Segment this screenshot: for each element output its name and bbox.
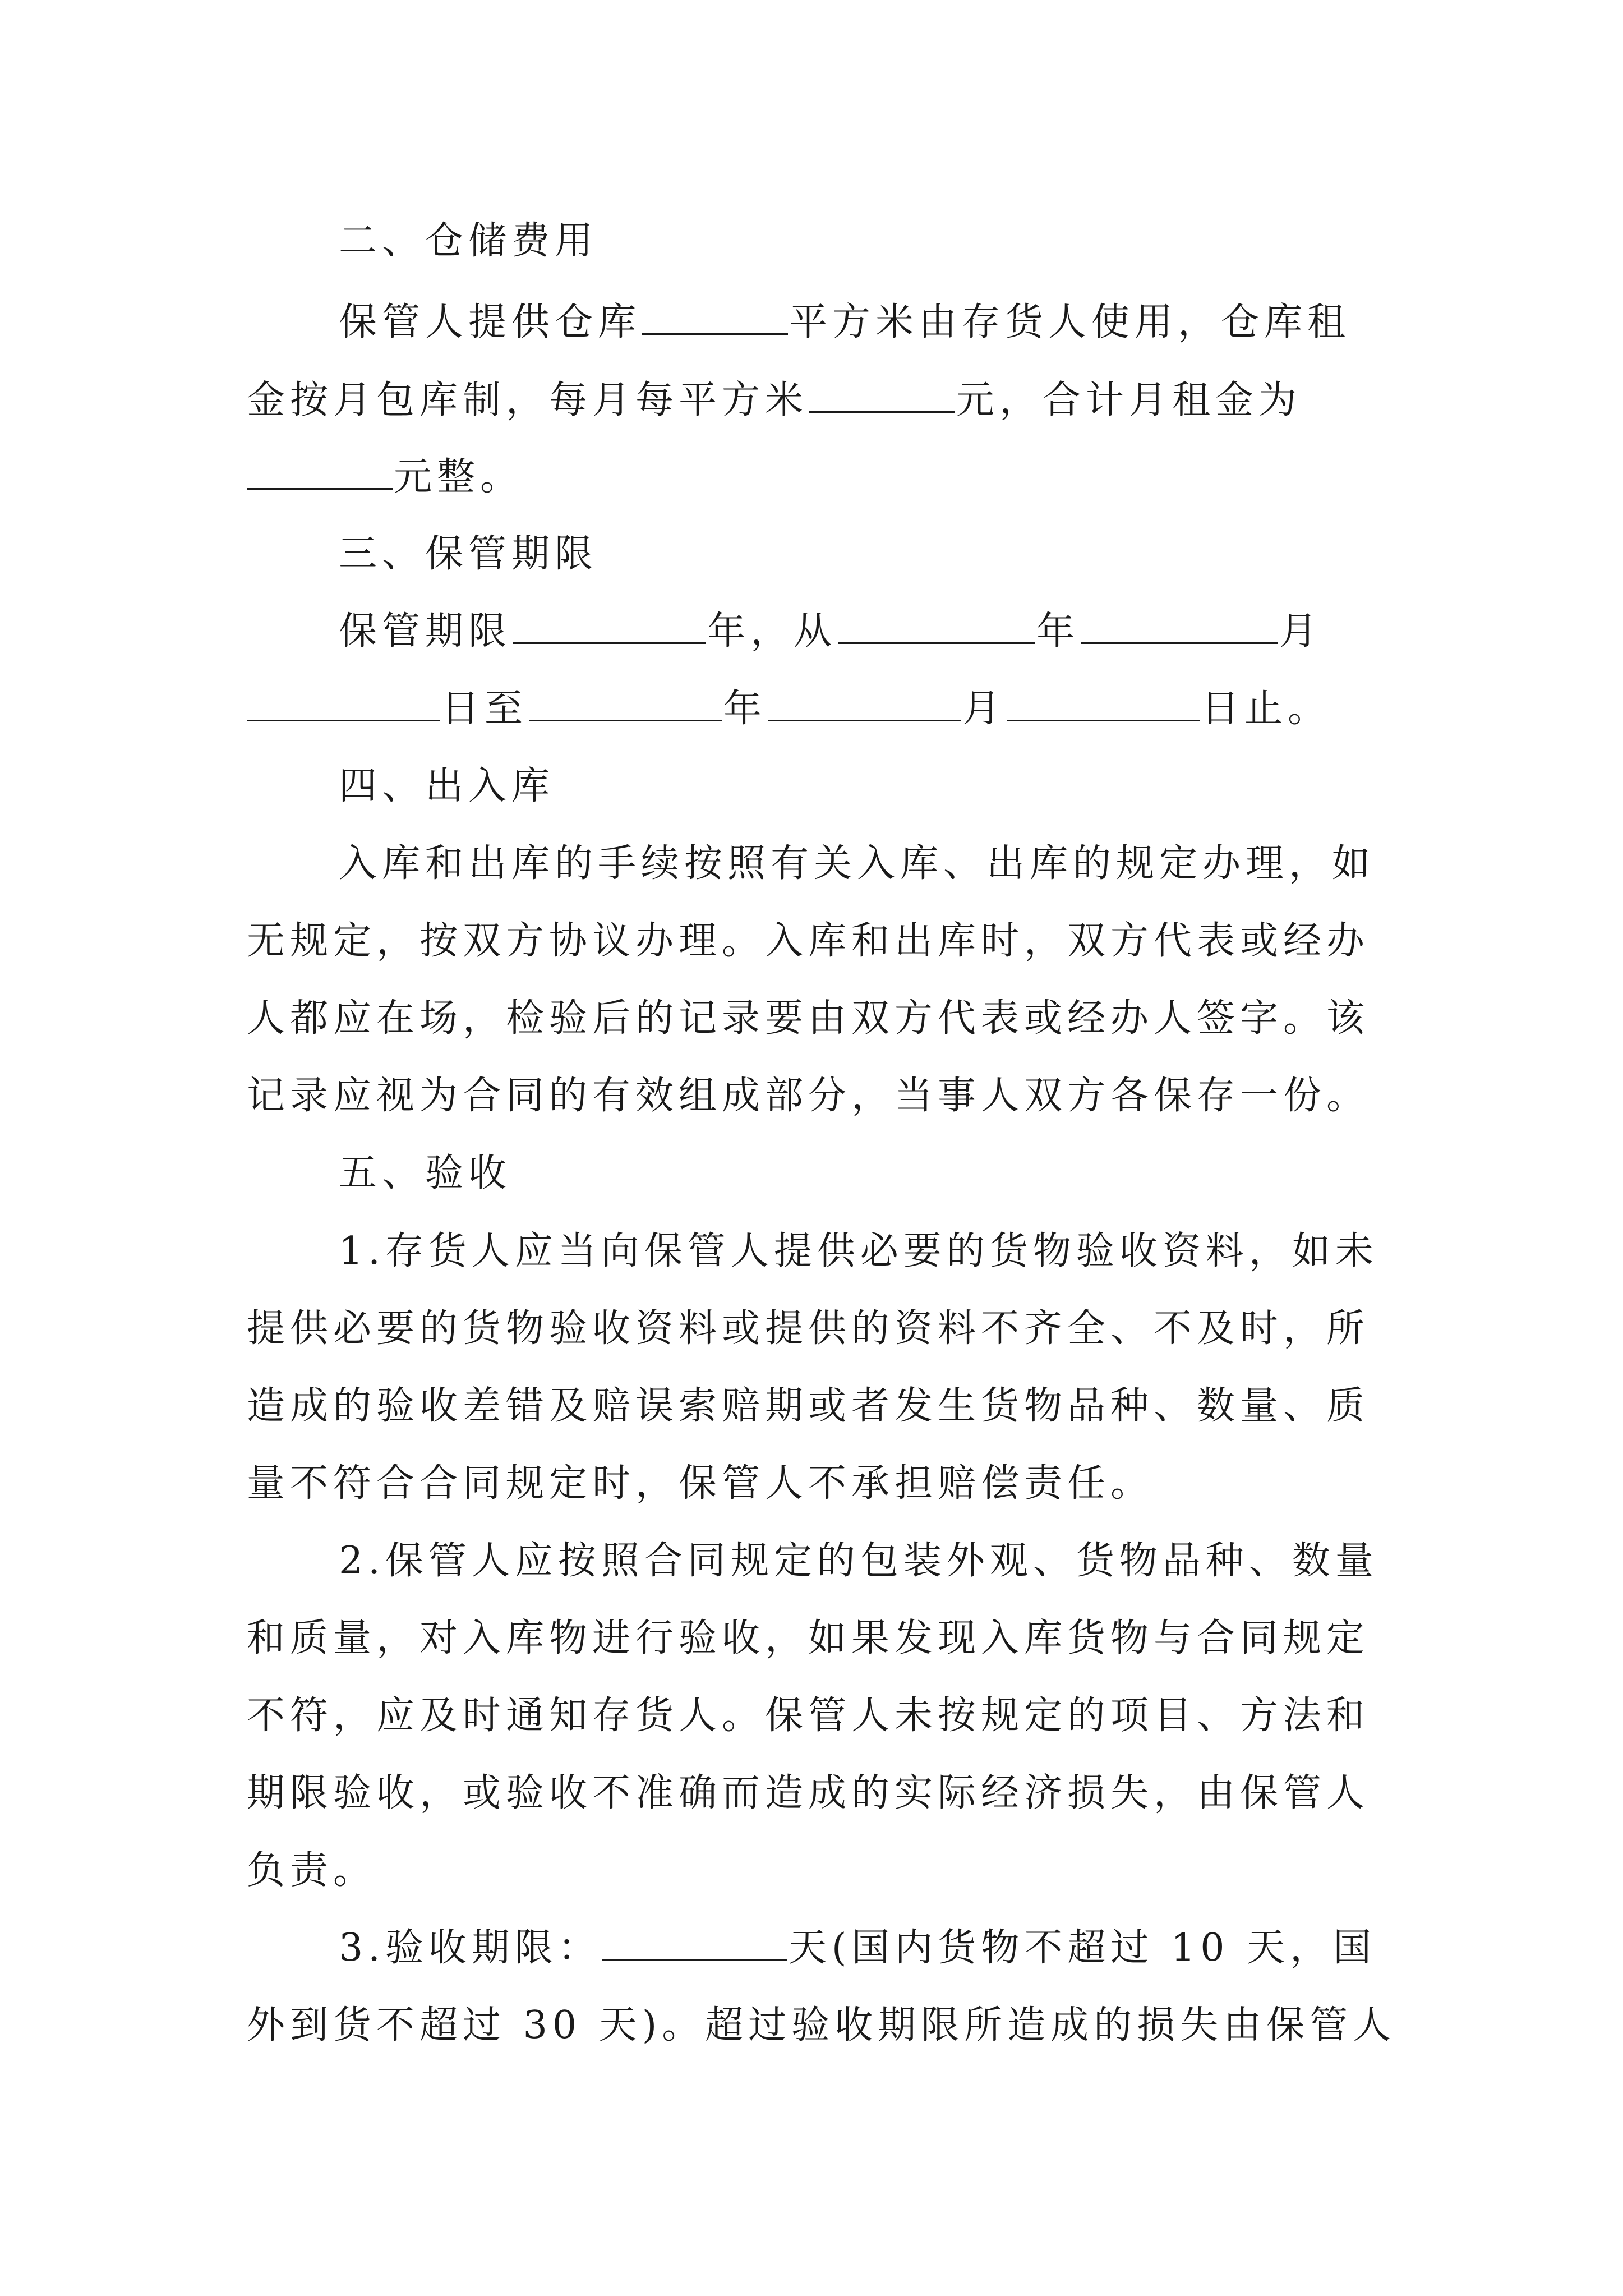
paragraph-line: 不符，应及时通知存货人。保管人未按规定的项目、方法和 [247, 1694, 1370, 1738]
section-heading-storage-fee: 二、仓储费用 [339, 219, 598, 263]
paragraph-line: 负责。 [247, 1848, 377, 1893]
text: 平方米由存货人使用，仓库租 [789, 300, 1351, 344]
blank-area-sqm[interactable] [642, 298, 788, 335]
blank-end-month[interactable] [768, 685, 961, 721]
paragraph-line: 无规定，按双方协议办理。入库和出库时，双方代表或经办 [247, 919, 1370, 963]
paragraph-line: 记录应视为合同的有效组成部分，当事人双方各保存一份。 [247, 1074, 1370, 1118]
paragraph-line: 2.保管人应按照合同规定的包装外观、货物品种、数量 [339, 1539, 1378, 1583]
text: 月 [962, 687, 1006, 731]
blank-acceptance-days[interactable] [602, 1924, 787, 1961]
blank-start-day[interactable] [247, 685, 440, 721]
text: 保管人提供仓库 [339, 300, 642, 344]
text: 日至 [441, 687, 528, 731]
paragraph-line: 外到货不超过 30 天)。超过验收期限所造成的损失由保管人 [247, 2003, 1396, 2047]
acceptance-period-line [339, 1921, 1376, 1975]
text: 金按月包库制，每月每平方米 [247, 378, 809, 422]
section-heading-in-out: 四、出入库 [339, 764, 555, 808]
paragraph-line: 人都应在场，检验后的记录要由双方代表或经办人签字。该 [247, 996, 1370, 1041]
text: 元，合计月租金为 [956, 378, 1302, 422]
section-heading-storage-term: 三、保管期限 [339, 532, 598, 576]
blank-price-per-sqm[interactable] [809, 376, 955, 413]
storage-term-line-1 [339, 605, 1322, 659]
paragraph-line: 提供必要的货物验收资料或提供的资料不齐全、不及时，所 [247, 1306, 1370, 1351]
paragraph-line: 入库和出库的手续按照有关入库、出库的规定办理，如 [339, 841, 1376, 886]
paragraph-line: 量不符合合同规定时，保管人不承担赔偿责任。 [247, 1461, 1154, 1506]
text: 天(国内货物不超过 10 天，国 [788, 1926, 1377, 1970]
blank-monthly-rent[interactable] [247, 453, 393, 490]
blank-start-year[interactable] [838, 608, 1035, 644]
text: 年 [723, 687, 767, 731]
paragraph-line: 1.存货人应当向保管人提供必要的货物验收资料，如未 [339, 1229, 1378, 1273]
text: 月 [1279, 609, 1323, 654]
blank-end-year[interactable] [529, 685, 722, 721]
text: 保管期限 [339, 609, 512, 654]
paragraph-line: 和质量，对入库物进行验收，如果发现入库货物与合同规定 [247, 1616, 1370, 1660]
blank-start-month[interactable] [1081, 608, 1278, 644]
blank-end-day[interactable] [1007, 685, 1200, 721]
text: 年 [1036, 609, 1080, 654]
text: 日止。 [1201, 687, 1331, 731]
text: 年，从 [707, 609, 837, 654]
text: 元整。 [394, 455, 524, 499]
paragraph-line: 造成的验收差错及赔误索赔期或者发生货物品种、数量、质 [247, 1384, 1370, 1428]
storage-term-line-2 [247, 682, 1331, 736]
blank-term-years[interactable] [513, 608, 706, 644]
storage-fee-line-2 [247, 374, 1302, 427]
paragraph-line: 期限验收，或验收不准确而造成的实际经济损失，由保管人 [247, 1771, 1370, 1815]
section-heading-acceptance: 五、验收 [339, 1151, 512, 1195]
storage-fee-line-3 [247, 450, 523, 504]
storage-fee-line-1 [339, 296, 1350, 349]
text: 3.验收期限： [339, 1926, 601, 1970]
